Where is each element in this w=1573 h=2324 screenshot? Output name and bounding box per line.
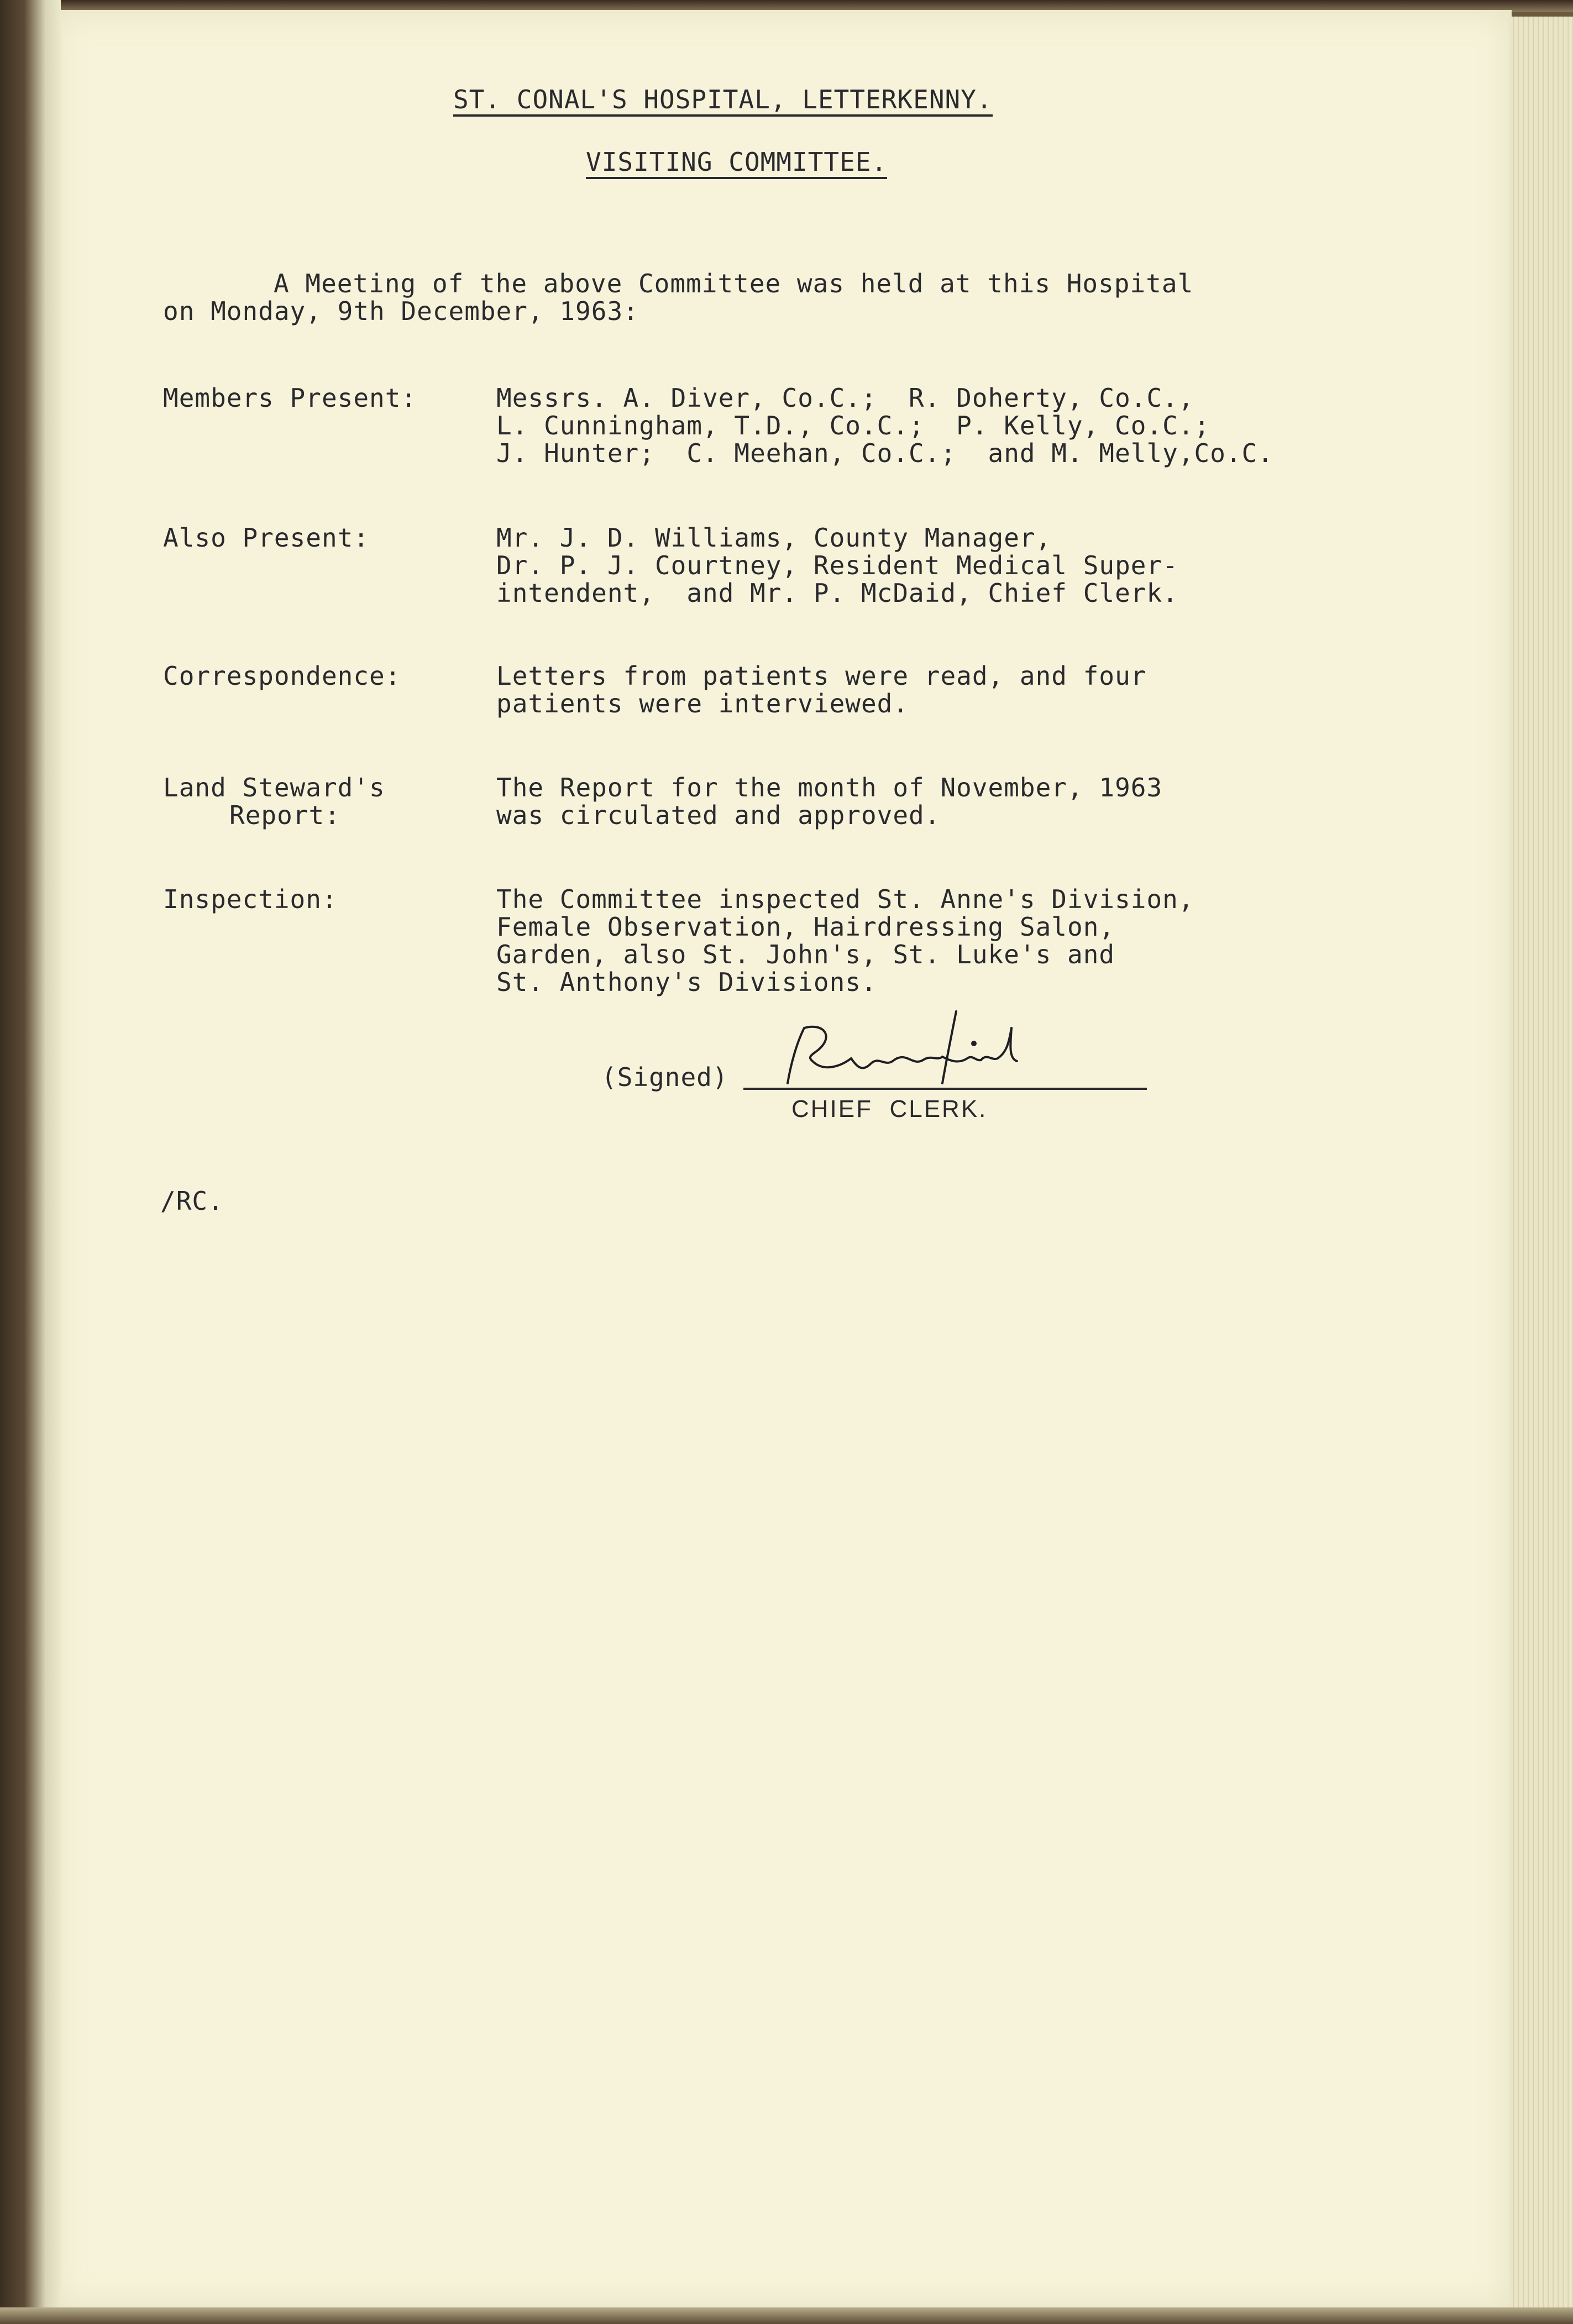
correspondence-label: Correspondence: — [163, 661, 401, 691]
signed-label: (Signed) — [601, 1062, 728, 1092]
land-steward-label-line-1: Land Steward's — [163, 773, 385, 802]
land-steward-line: The Report for the month of November, 1963 — [496, 773, 1163, 802]
inspection-label: Inspection: — [163, 884, 338, 914]
scan-binding-edge — [0, 0, 61, 2324]
land-steward-line: was circulated and approved. — [496, 800, 941, 830]
members-line: L. Cunningham, T.D., Co.C.; P. Kelly, Co.C.; — [496, 411, 1210, 440]
inspection-line: Female Observation, Hairdressing Salon, — [496, 912, 1115, 942]
also-present-line: Dr. P. J. Courtney, Resident Medical Super- — [496, 550, 1178, 580]
document-subtitle: VISITING COMMITTEE. — [586, 148, 887, 179]
intro-line-1: A Meeting of the above Committee was held at this Hospital — [274, 269, 1194, 298]
document-page — [53, 10, 1512, 2309]
intro-line-2: on Monday, 9th December, 1963: — [163, 296, 639, 326]
also-present-label: Also Present: — [163, 523, 370, 553]
handwritten-signature — [774, 1006, 1039, 1100]
members-present-text — [496, 384, 1273, 467]
also-present-line: Mr. J. D. Williams, County Manager, — [496, 523, 1052, 553]
inspection-line: St. Anthony's Divisions. — [496, 967, 877, 997]
document-title: ST. CONAL'S HOSPITAL, LETTERKENNY. — [453, 86, 993, 117]
reference-initials: /RC. — [160, 1186, 224, 1216]
stacked-page-edges — [1509, 17, 1573, 2324]
correspondence-line: Letters from patients were read, and four — [496, 661, 1147, 691]
inspection-line: Garden, also St. John's, St. Luke's and — [496, 940, 1115, 969]
members-present-label: Members Present: — [163, 383, 417, 413]
inspection-text — [496, 885, 1194, 996]
also-present-line: intendent, and Mr. P. McDaid, Chief Clerk. — [496, 578, 1178, 608]
signatory-title: CHIEF CLERK. — [791, 1095, 988, 1122]
correspondence-line: patients were interviewed. — [496, 689, 909, 718]
members-line: J. Hunter; C. Meehan, Co.C.; and M. Melly,Co.C. — [496, 438, 1274, 468]
members-line: Messrs. A. Diver, Co.C.; R. Doherty, Co.C., — [496, 383, 1194, 413]
scan-bottom-edge — [0, 2307, 1573, 2324]
also-present-text — [496, 524, 1178, 607]
inspection-line: The Committee inspected St. Anne's Division, — [496, 884, 1194, 914]
correspondence-text — [496, 662, 1146, 717]
land-steward-text — [496, 774, 1162, 829]
signature-line — [743, 1088, 1147, 1090]
land-steward-label-line-2: Report: — [229, 800, 340, 830]
